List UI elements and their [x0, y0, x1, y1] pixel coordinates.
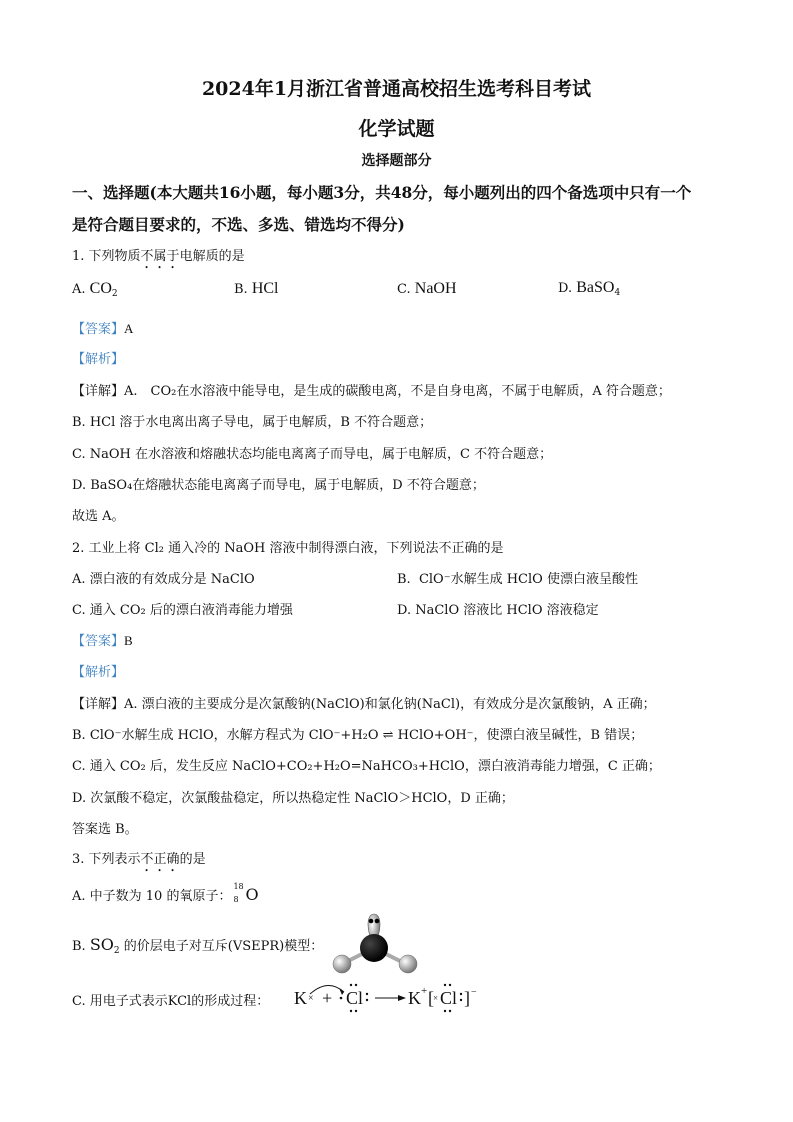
q2-detail-a: [72, 693, 656, 712]
svg-text:Cl: Cl: [440, 988, 458, 1008]
answer-value: A: [124, 321, 134, 336]
detail-label: 【详解】: [72, 697, 125, 712]
option-subscript: 2: [111, 289, 118, 299]
svg-text:+: +: [322, 988, 333, 1008]
q1-stem: [72, 245, 245, 272]
option-letter: D.: [397, 603, 412, 618]
q3-stem-emphasis: 不正确: [140, 852, 180, 867]
svg-text:]: ]: [464, 988, 470, 1008]
svg-text:K: K: [408, 988, 421, 1008]
q1-detail-a: [72, 380, 671, 399]
svg-text:+: +: [421, 985, 428, 997]
q1-option-b: [234, 280, 279, 298]
answer-value: B: [124, 633, 133, 648]
element-symbol: O: [245, 885, 259, 904]
q3-option-c: C. 用电子式表示KCl的形成过程：: [72, 994, 270, 1009]
q3-stem: [72, 848, 206, 875]
option-letter: C.: [72, 603, 86, 618]
exam-title: 2024年1月浙江省普通高校招生选考科目考试: [201, 78, 592, 100]
option-text: ClO⁻水解生成 HClO 使漂白液呈酸性: [418, 572, 638, 587]
q2-analysis-label: 【解析】: [72, 665, 125, 680]
part-heading: 选择题部分: [361, 153, 432, 169]
q3-stem-suffix: 的是: [179, 852, 206, 867]
option-letter: B.: [397, 572, 411, 587]
option-letter: A.: [72, 572, 86, 587]
vsepr-model-diagram: [328, 908, 440, 978]
option-formula: NaOH: [414, 280, 457, 297]
q1-stem-suffix: 电解质的是: [179, 249, 245, 264]
q3-option-b: [72, 935, 323, 956]
q2-option-d: [397, 599, 599, 618]
q2-conclusion: 答案选 B。: [72, 822, 138, 837]
q1-answer: [72, 318, 133, 337]
section-instruction-line1: 一、选择题(本大题共16小题，每小题3分，共48分，每小题列出的四个备选项中只有一个: [72, 183, 692, 202]
q2-answer: [72, 630, 133, 649]
detail-label: 【详解】: [72, 384, 125, 399]
svg-text:×: ×: [308, 993, 314, 1004]
atomic-number: 8: [233, 895, 239, 904]
q2-option-c: [72, 599, 293, 618]
q1-stem-emphasis: 不属于: [140, 249, 180, 264]
option-text: A. 中子数为 10 的氧原子：: [72, 889, 232, 904]
q1-option-a: [72, 280, 118, 299]
option-subscript: 4: [614, 288, 621, 298]
section-instruction-line2: 是符合题目要求的，不选、多选、错选均不得分): [72, 215, 405, 234]
detail-line: A. CO₂在水溶液中能导电，是生成的碳酸电离，不是自身电离，不属于电解质，A 符合题意；: [124, 384, 671, 399]
kcl-electron-formation-diagram: [290, 976, 480, 1016]
q2-option-b: [397, 568, 638, 587]
option-letter: B.: [72, 939, 86, 954]
option-letter: C.: [397, 282, 411, 297]
svg-text:×: ×: [433, 993, 439, 1003]
q1-detail-d: D. BaSO₄在熔融状态能电离离子而导电，属于电解质，D 不符合题意；: [72, 478, 485, 493]
svg-text:Cl: Cl: [346, 988, 364, 1008]
q3-option-a: [72, 884, 259, 904]
q2-detail-b: B. ClO⁻水解生成 HClO，水解方程式为 ClO⁻+H₂O ⇌ HClO+OH⁻，使漂白液呈碱性，B 错误；: [72, 728, 644, 743]
q2-option-a: [72, 568, 255, 587]
option-formula: BaSO: [576, 279, 615, 296]
mass-number: 18: [233, 882, 244, 891]
q1-option-d: [558, 279, 620, 298]
option-letter: B.: [234, 282, 248, 297]
option-letter: D.: [558, 281, 573, 296]
option-letter: A.: [72, 282, 86, 297]
answer-label: 【答案】: [72, 322, 125, 337]
q1-detail-b: B. HCl 溶于水电离出离子导电，属于电解质，B 不符合题意；: [72, 415, 433, 430]
svg-text:[: [: [428, 988, 434, 1008]
option-formula: HCl: [251, 280, 279, 297]
q1-stem-prefix: 1. 下列物质: [72, 249, 141, 264]
q1-option-c: [397, 280, 457, 298]
q1-detail-c: C. NaOH 在水溶液和熔融状态均能电离离子而导电，属于电解质，C 不符合题意；: [72, 447, 553, 462]
option-formula: CO: [89, 280, 112, 297]
option-subscript: 2: [113, 946, 120, 956]
subject-title: 化学试题: [358, 118, 435, 140]
q2-detail-d: D. 次氯酸不稳定，次氯酸盐稳定，所以热稳定性 NaClO＞HClO，D 正确；: [72, 791, 514, 806]
q2-detail-c: C. 通入 CO₂ 后，发生反应 NaClO+CO₂+H₂O=NaHCO₃+HClO，漂白液消毒能力增强，C 正确；: [72, 759, 661, 774]
detail-line: A. 漂白液的主要成分是次氯酸钠(NaClO)和氯化钠(NaCl)，有效成分是次氯酸钠，A 正确；: [124, 697, 656, 712]
q1-conclusion: 故选 A。: [72, 509, 125, 524]
q3-stem-prefix: 3. 下列表示: [72, 852, 141, 867]
svg-text:K: K: [294, 988, 307, 1008]
q1-analysis-label: 【解析】: [72, 352, 125, 367]
option-formula: SO: [89, 935, 114, 954]
svg-text:−: −: [471, 987, 477, 998]
answer-label: 【答案】: [72, 634, 125, 649]
option-text: 通入 CO₂ 后的漂白液消毒能力增强: [89, 603, 293, 618]
option-text: 漂白液的有效成分是 NaClO: [89, 572, 255, 587]
q2-stem: 2. 工业上将 Cl₂ 通入冷的 NaOH 溶液中制得漂白液，下列说法不正确的是: [72, 541, 504, 556]
isotope-notation: [231, 884, 245, 904]
option-text: 的价层电子对互斥(VSEPR)模型：: [119, 939, 324, 954]
option-text: NaClO 溶液比 HClO 溶液稳定: [415, 603, 599, 618]
